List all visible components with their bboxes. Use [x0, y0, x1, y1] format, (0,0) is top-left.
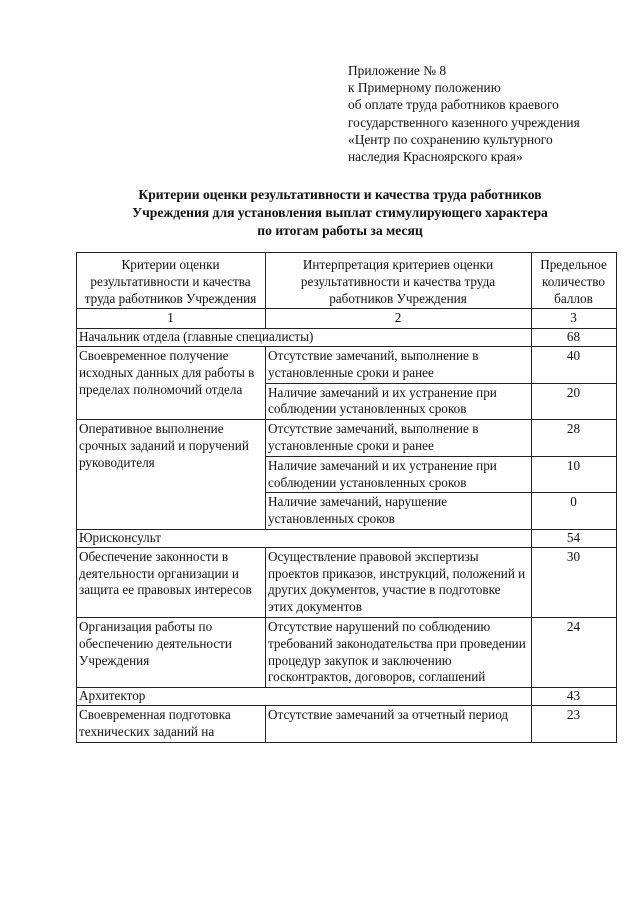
criterion-interpretation: Наличие замечаний, нарушение установленных сроков	[266, 493, 532, 530]
criterion-points: 28	[532, 420, 617, 457]
header-points: Предельное количество баллов	[532, 253, 617, 309]
section-title: Начальник отдела (главные специалисты)	[77, 329, 532, 347]
criterion-points: 0	[532, 493, 617, 530]
section-points: 54	[532, 529, 617, 547]
annex-line: наследия Красноярского края»	[348, 149, 523, 165]
table-row	[77, 617, 617, 687]
criterion-name: Организация работы по обеспечению деятельности Учреждения	[77, 617, 266, 687]
criterion-interpretation: Отсутствие замечаний, выполнение в установленные сроки и ранее	[266, 346, 532, 383]
column-number-row	[77, 309, 617, 329]
section-title: Архитектор	[77, 688, 532, 706]
annex-line: государственного казенного учреждения	[348, 114, 580, 130]
column-number: 2	[266, 309, 532, 329]
criterion-interpretation: Отсутствие замечаний, выполнение в установленные сроки и ранее	[266, 420, 532, 457]
section-title: Юрисконсульт	[77, 529, 532, 547]
criterion-interpretation: Наличие замечаний и их устранение при соблюдении установленных сроков	[266, 383, 532, 420]
table-row	[77, 420, 617, 457]
header-interpretation: Интерпретация критериев оценки результативности и качества труда работников Учреждения	[266, 253, 532, 309]
criterion-points: 10	[532, 456, 617, 493]
criterion-interpretation: Отсутствие нарушений по соблюдению требований законодательства при проведении процедур закупок и заключению госконтрактов, договоров, соглашений	[266, 617, 532, 687]
annex-line: Приложение № 8	[348, 63, 447, 78]
column-number: 3	[532, 309, 617, 329]
annex-note	[348, 62, 628, 165]
criterion-points: 30	[532, 547, 617, 617]
title-line: по итогам работы за месяц	[257, 223, 423, 238]
annex-line: к Примерному положению	[348, 80, 501, 96]
criteria-table	[76, 252, 617, 743]
table-row	[77, 547, 617, 617]
criterion-name: Своевременная подготовка технических заданий на	[77, 705, 266, 742]
criterion-interpretation: Осуществление правовой экспертизы проектов приказов, инструкций, положений и других документов, участие в подготовке этих документов	[266, 547, 532, 617]
criterion-points: 40	[532, 346, 617, 383]
criterion-name: Оперативное выполнение срочных заданий и поручений руководителя	[77, 420, 266, 530]
criterion-points: 20	[532, 383, 617, 420]
table-row	[77, 346, 617, 383]
annex-line: об оплате труда работников краевого	[348, 97, 559, 113]
section-row	[77, 688, 617, 706]
table-row	[77, 705, 617, 742]
title-line: Учреждения для установления выплат стимулирующего характера	[132, 205, 548, 220]
section-points: 68	[532, 329, 617, 347]
criterion-points: 23	[532, 705, 617, 742]
title-line: Критерии оценки результативности и качества труда работников	[138, 187, 542, 202]
document-title	[60, 186, 620, 240]
criterion-points: 24	[532, 617, 617, 687]
header-criteria: Критерии оценки результативности и качества труда работников Учреждения	[77, 253, 266, 309]
annex-line: «Центр по сохранению культурного	[348, 131, 553, 147]
section-points: 43	[532, 688, 617, 706]
criterion-interpretation: Наличие замечаний и их устранение при соблюдении установленных сроков	[266, 456, 532, 493]
section-row	[77, 329, 617, 347]
header-row	[77, 253, 617, 309]
criterion-name: Обеспечение законности в деятельности организации и защита ее правовых интересов	[77, 547, 266, 617]
section-row	[77, 529, 617, 547]
criterion-name: Своевременное получение исходных данных для работы в пределах полномочий отдела	[77, 346, 266, 419]
criterion-interpretation: Отсутствие замечаний за отчетный период	[266, 705, 532, 742]
column-number: 1	[77, 309, 266, 329]
